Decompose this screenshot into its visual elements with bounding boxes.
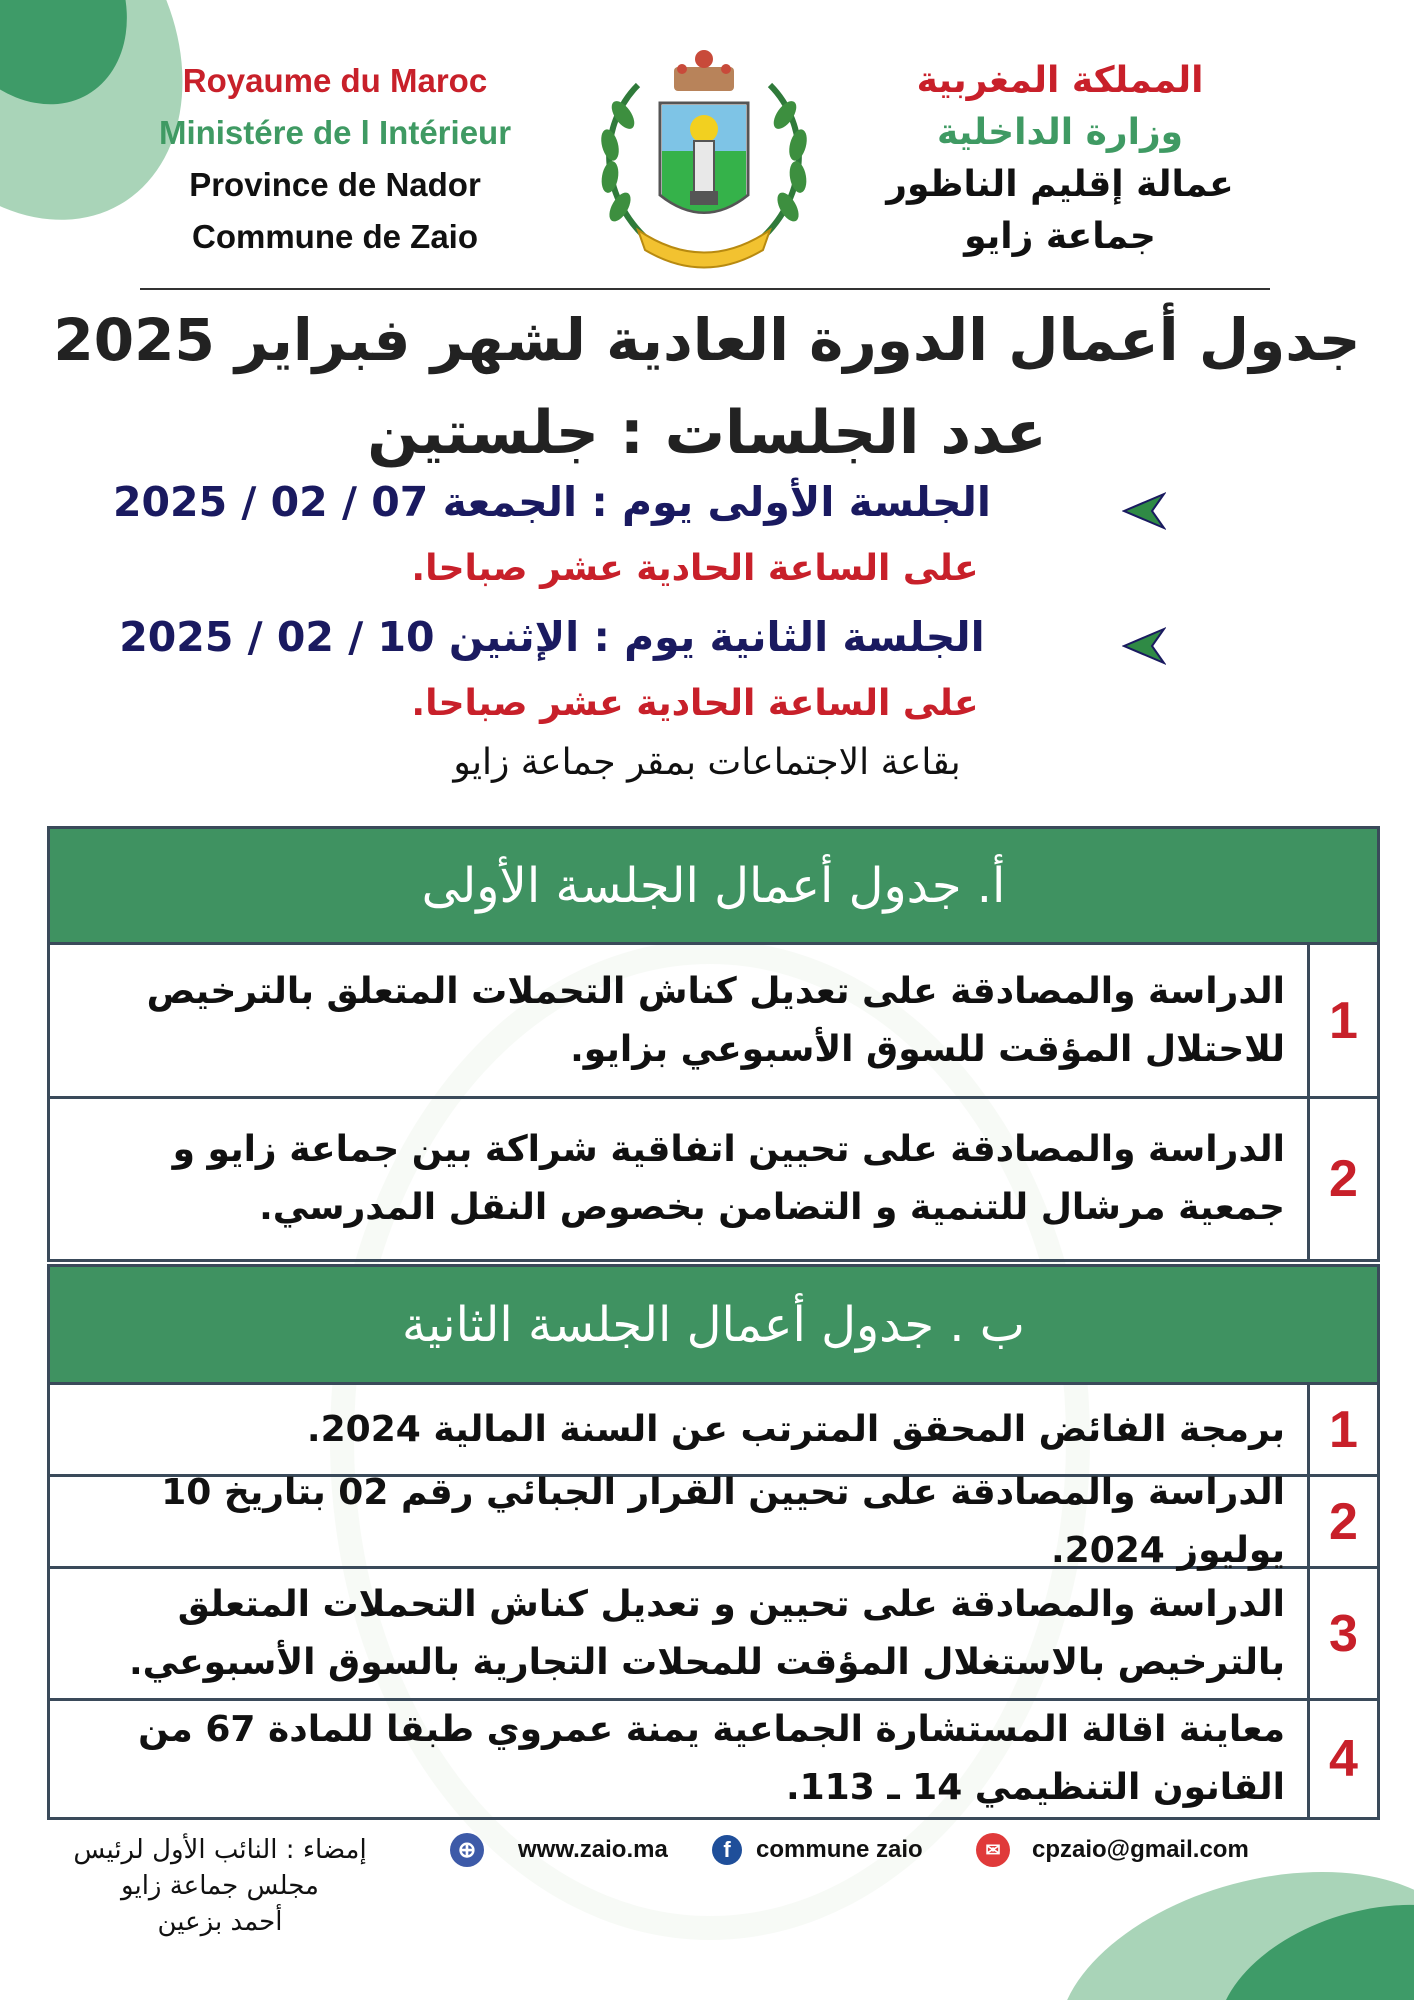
- agenda-second-table: [47, 1264, 1380, 1820]
- row-text: الدراسة والمصادقة على تعديل كناش التحملات المتعلق بالترخيص للاحتلال المؤقت للسوق الأسبوعي بزايو.: [146, 970, 1285, 1070]
- sessions-count: عدد الجلسات : جلستين: [367, 398, 1047, 468]
- agenda-second-heading: ب . جدول أعمال الجلسة الثانية: [50, 1267, 1377, 1385]
- contact-website[interactable]: [450, 1830, 668, 1870]
- table-row: [50, 1701, 1377, 1817]
- header-ar-line: جماعة زايو: [964, 216, 1156, 257]
- row-text: الدراسة والمصادقة على تحيين اتفاقية شراكة بين جماعة زايو و جمعية مرشال للتنمية و التضامن بخصوص النقل المدرسي.: [172, 1129, 1285, 1228]
- signature-line: إمضاء : النائب الأول لرئيس: [73, 1835, 367, 1865]
- agenda-first-heading: أ. جدول أعمال الجلسة الأولى: [50, 829, 1377, 945]
- signature-block: [30, 1832, 410, 1940]
- header-fr-line: Ministére de l Intérieur: [158, 114, 512, 151]
- session-first-time: على الساعة الحادية عشر صباحا.: [411, 548, 979, 589]
- row-number: 2: [1307, 1099, 1377, 1259]
- session-first-label: الجلسة الأولى يوم : الجمعة 07 / 02 / 2025: [113, 478, 991, 526]
- header-ar-line: وزارة الداخلية: [936, 112, 1184, 153]
- mail-icon: ✉: [976, 1833, 1010, 1867]
- row-number: 1: [1307, 1385, 1377, 1474]
- header-french: [100, 55, 570, 263]
- table-row: [50, 1471, 1377, 1571]
- table-row: [50, 945, 1377, 1099]
- row-text: معاينة اقالة المستشارة الجماعية يمنة عمروي طبقا للمادة 67 من القانون التنظيمي 14 ـ 113.: [138, 1709, 1285, 1808]
- facebook-icon: f: [712, 1835, 742, 1865]
- contact-facebook[interactable]: [712, 1830, 923, 1870]
- email-link[interactable]: cpzaio@gmail.com: [1032, 1836, 1249, 1863]
- header-arabic: [860, 55, 1260, 263]
- header-fr-line: Province de Nador: [189, 166, 481, 203]
- header-divider: [140, 288, 1270, 290]
- header-fr-line: Royaume du Maroc: [182, 62, 488, 99]
- row-number: 4: [1307, 1701, 1377, 1817]
- signature-line: مجلس جماعة زايو: [121, 1871, 319, 1901]
- row-text: الدراسة والمصادقة على تحيين و تعديل كناش التحملات المتعلق بالترخيص بالاستغلال المؤقت للمحلات التجارية بالسوق الأسبوعي.: [128, 1583, 1285, 1683]
- website-link[interactable]: www.zaio.ma: [518, 1836, 668, 1863]
- facebook-link[interactable]: commune zaio: [756, 1836, 923, 1863]
- contact-email[interactable]: [976, 1830, 1249, 1870]
- header-ar-line: عمالة إقليم الناظور: [886, 164, 1234, 205]
- table-row: [50, 1569, 1377, 1701]
- row-number: 1: [1307, 945, 1377, 1096]
- table-row: [50, 1099, 1377, 1259]
- header-ar-line: المملكة المغربية: [916, 60, 1204, 101]
- row-number: 3: [1307, 1569, 1377, 1698]
- agenda-first-table: [47, 826, 1380, 1262]
- page-title: جدول أعمال الدورة العادية لشهر فبراير 2025: [53, 306, 1361, 374]
- globe-icon: ⊕: [450, 1833, 484, 1867]
- signature-line: أحمد بزعين: [157, 1907, 283, 1937]
- venue: بقاعة الاجتماعات بمقر جماعة زايو: [453, 742, 961, 783]
- municipal-emblem-icon: [578, 45, 830, 275]
- session-second-time: على الساعة الحادية عشر صباحا.: [411, 683, 979, 724]
- session-second-label: الجلسة الثانية يوم : الإثنين 10 / 02 / 2025: [119, 613, 985, 661]
- row-text: الدراسة والمصادقة على تحيين القرار الجبائي رقم 02 بتاريخ 10 يوليوز 2024.: [161, 1471, 1285, 1571]
- header-fr-line: Commune de Zaio: [191, 218, 479, 255]
- row-number: 2: [1307, 1477, 1377, 1566]
- row-text: برمجة الفائض المحقق المترتب عن السنة المالية 2024.: [306, 1408, 1285, 1450]
